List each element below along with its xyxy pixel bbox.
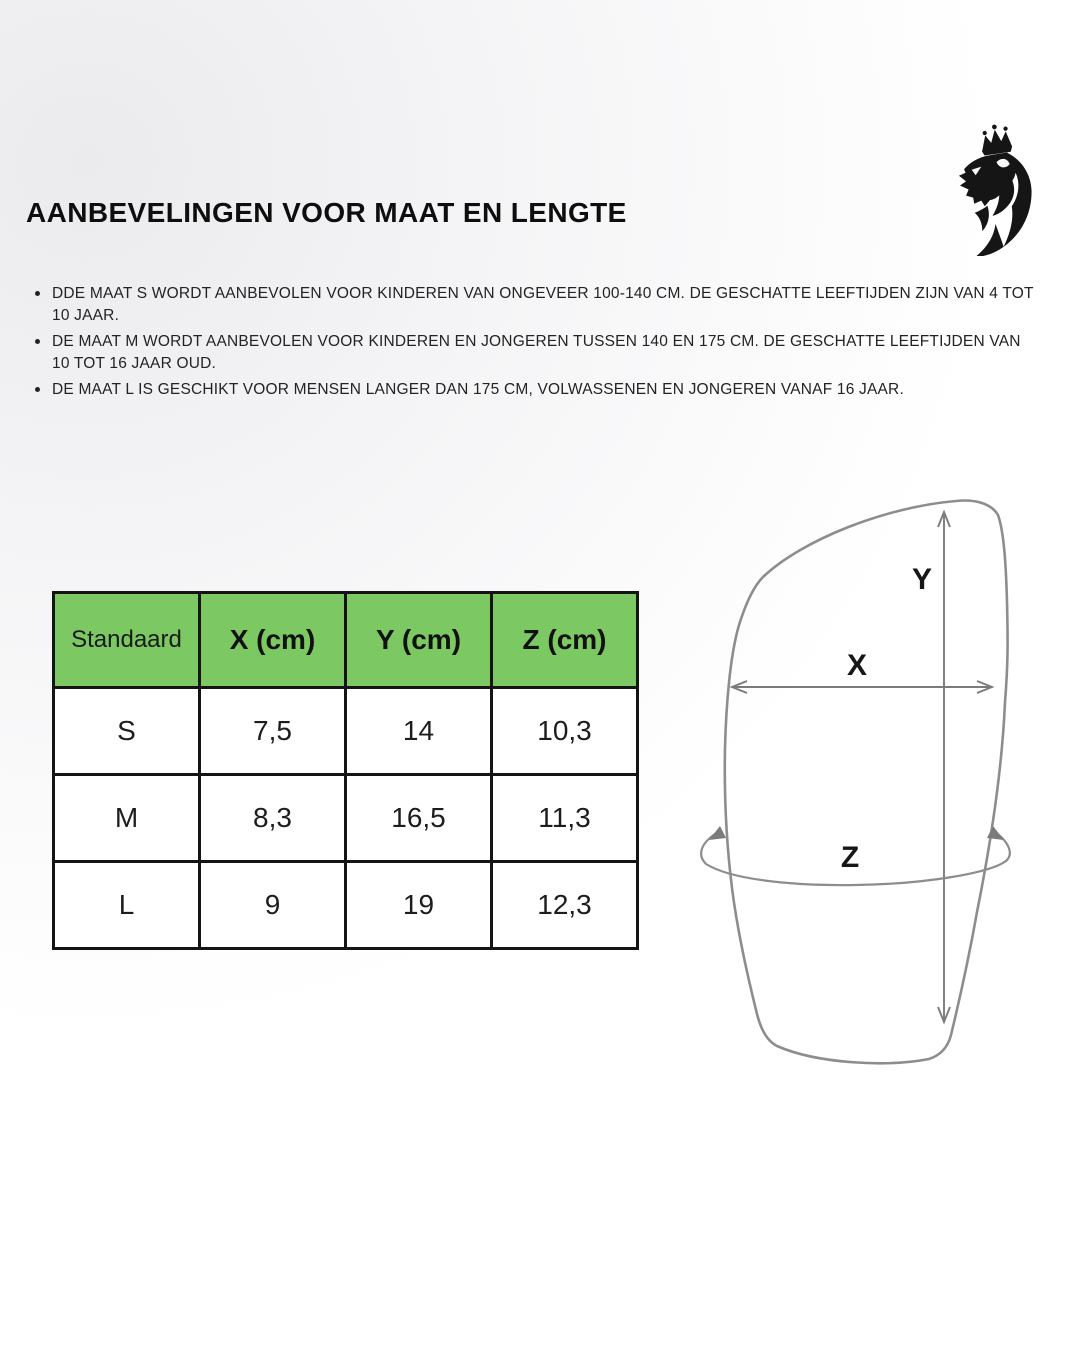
cell-z: 12,3 bbox=[492, 862, 638, 949]
header-cell-x: X (cm) bbox=[200, 593, 346, 688]
recommendation-size-l: DE MAAT L IS GESCHIKT VOOR MENSEN LANGER DAN 175 CM, VOLWASSENEN EN JONGEREN VANAF 16 JAAR. bbox=[30, 379, 1038, 401]
cell-y: 14 bbox=[346, 688, 492, 775]
diagram-label-y: Y bbox=[911, 563, 933, 596]
cell-size: M bbox=[54, 775, 200, 862]
header-cell-standaard: Standaard bbox=[54, 593, 200, 688]
recommendation-size-m: DE MAAT M WORDT AANBEVOLEN VOOR KINDEREN EN JONGEREN TUSSEN 140 EN 175 CM. DE GESCHATTE LEEFTIJDEN VAN 10 TOT 16 JAAR OUD. bbox=[30, 331, 1038, 375]
crown-icon bbox=[979, 123, 1013, 156]
header-cell-y: Y (cm) bbox=[346, 593, 492, 688]
cell-y: 16,5 bbox=[346, 775, 492, 862]
recommendation-size-s: DDE MAAT S WORDT AANBEVOLEN VOOR KINDEREN VAN ONGEVEER 100-140 CM. DE GESCHATTE LEEFTIJDEN ZIJN VAN 4 TOT 10 JAAR. bbox=[30, 283, 1038, 327]
page-title: AANBEVELINGEN VOOR MAAT EN LENGTE bbox=[26, 197, 627, 228]
table-row-l bbox=[54, 862, 638, 949]
cell-x: 9 bbox=[200, 862, 346, 949]
header-cell-z: Z (cm) bbox=[492, 593, 638, 688]
cell-z: 11,3 bbox=[492, 775, 638, 862]
table-row-s bbox=[54, 688, 638, 775]
cell-size: L bbox=[54, 862, 200, 949]
size-recommendations-list bbox=[30, 283, 1038, 405]
size-table-header-row bbox=[54, 593, 638, 688]
diagram-label-x: X bbox=[846, 649, 868, 682]
cell-size: S bbox=[54, 688, 200, 775]
cell-z: 10,3 bbox=[492, 688, 638, 775]
shin-guard-diagram bbox=[660, 470, 1080, 1090]
size-table bbox=[52, 591, 639, 950]
cell-x: 8,3 bbox=[200, 775, 346, 862]
cell-y: 19 bbox=[346, 862, 492, 949]
crowned-lion-logo-icon bbox=[944, 122, 1046, 256]
cell-x: 7,5 bbox=[200, 688, 346, 775]
width-arrow-x bbox=[732, 681, 992, 693]
height-arrow-y bbox=[938, 512, 950, 1022]
diagram-label-z: Z bbox=[840, 841, 860, 874]
table-row-m bbox=[54, 775, 638, 862]
shin-guard-outline bbox=[725, 501, 1008, 1064]
